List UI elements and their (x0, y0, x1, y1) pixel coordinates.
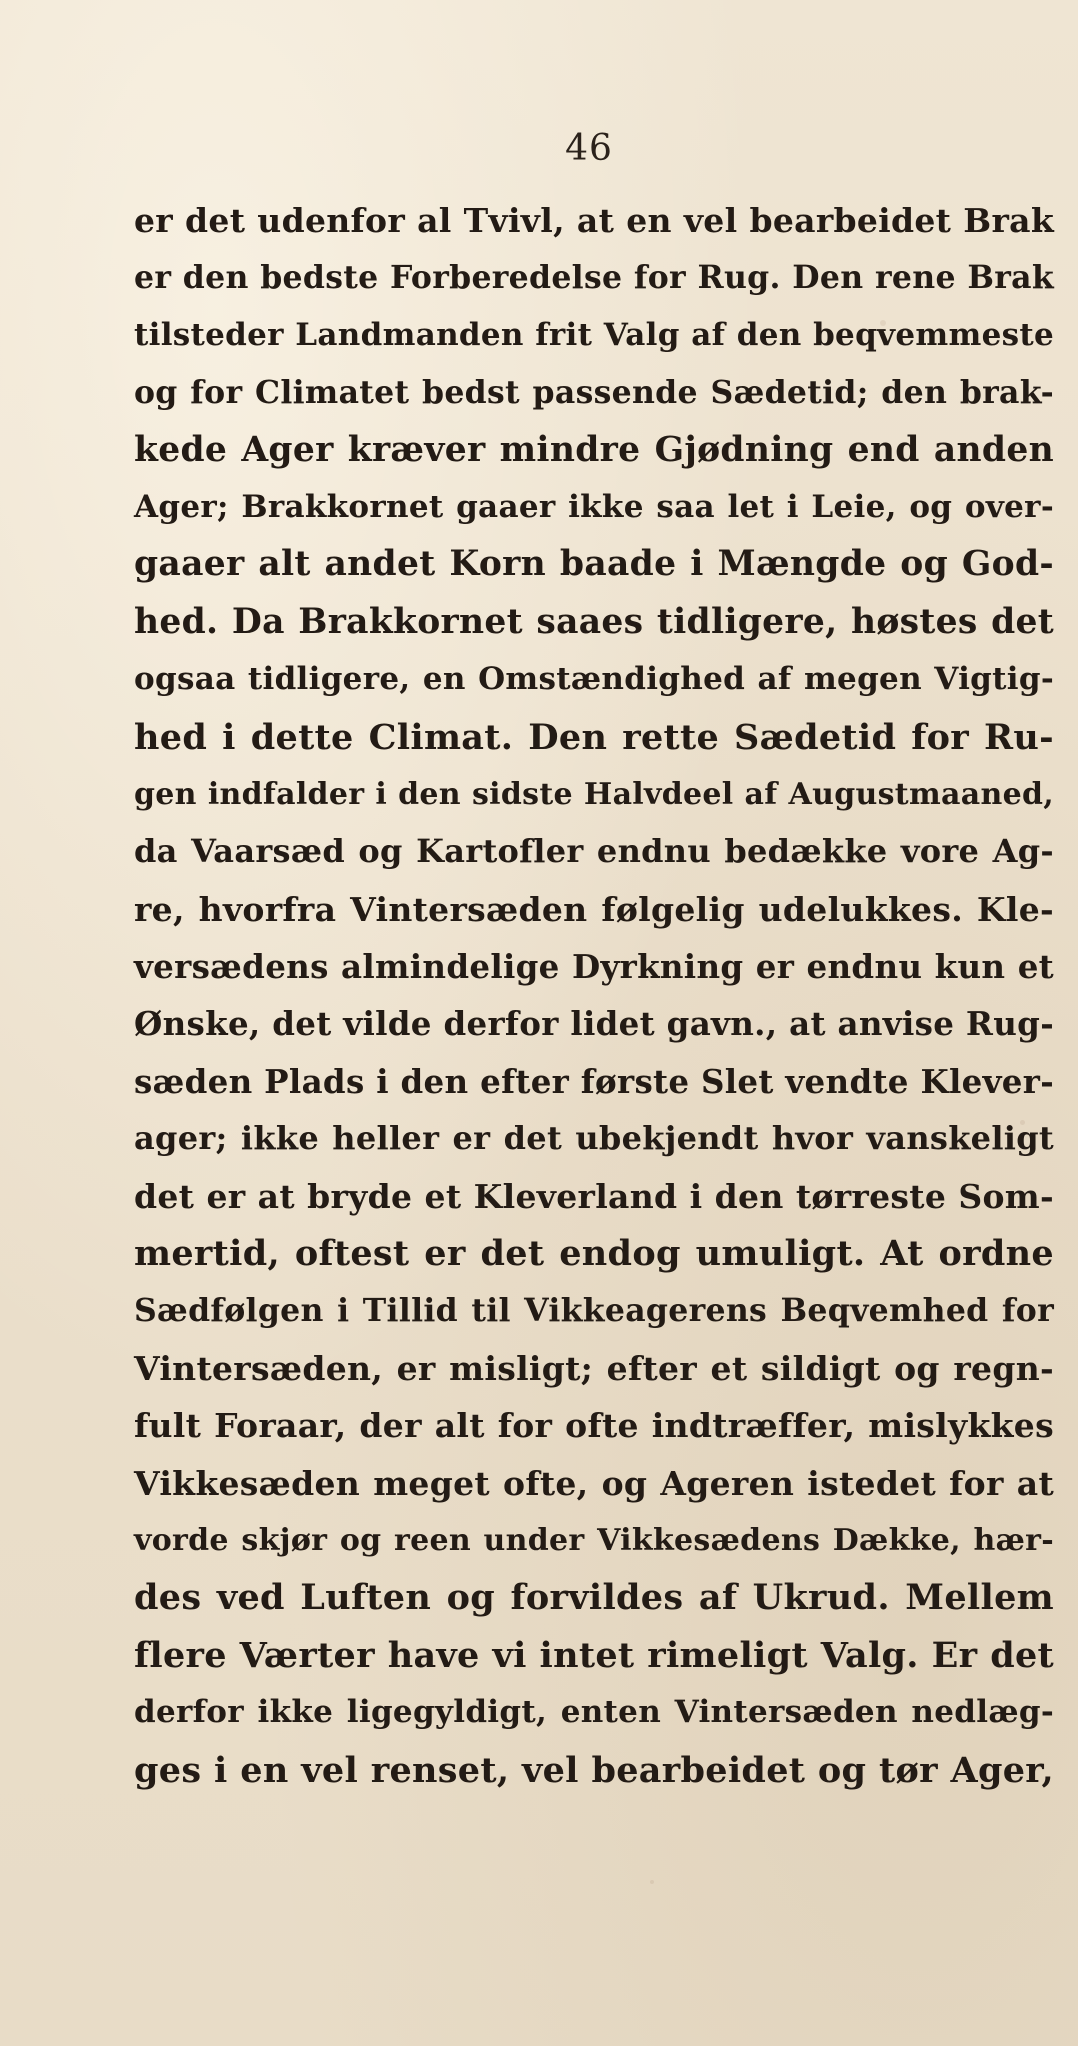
text-line: flere Værter have vi intet rimeligt Valg. Er det (134, 1634, 1054, 1676)
text-line: Vikkesæden meget ofte, og Ageren istedet for at (134, 1463, 1054, 1503)
text-line: ges i en vel renset, vel bearbeidet og tør Ager, (134, 1749, 1054, 1791)
text-line: des ved Luften og forvildes af Ukrud. Mellem (134, 1577, 1054, 1619)
text-line: ager; ikke heller er det ubekjendt hvor vanskeligt (134, 1119, 1054, 1158)
text-line: da Vaarsæd og Kartofler endnu bedække vore Ag- (134, 832, 1054, 871)
text-line: ogsaa tidligere, en Omstændighed af megen Vigtig- (134, 661, 1054, 698)
text-line: vorde skjør og reen under Vikkesædens Dække, hær- (134, 1522, 1054, 1558)
text-line: derfor ikke ligegyldigt, enten Vintersæden nedlæg- (134, 1694, 1054, 1731)
text-line: versædens almindelige Dyrkning er endnu kun et (134, 947, 1054, 987)
body-text (134, 192, 1054, 1799)
text-line: hed i dette Climat. Den rette Sædetid for Ru- (134, 716, 1054, 758)
text-line: det er at bryde et Kleverland i den tørreste Som- (134, 1176, 1054, 1216)
text-line: er den bedste Forberedelse for Rug. Den rene Brak (134, 259, 1054, 297)
text-line: re, hvorfra Vintersæden følgelig udelukkes. Kle- (134, 889, 1054, 929)
text-line: Sædfølgen i Tillid til Vikkeagerens Beqvemhed for (134, 1292, 1054, 1330)
text-line: sæden Plads i den efter første Slet vendte Klever- (134, 1061, 1054, 1101)
text-line: og for Climatet bedst passende Sædetid; den brak- (134, 374, 1054, 412)
paper-spot (650, 1880, 654, 1884)
text-line: er det udenfor al Tvivl, at en vel bearbeidet Brak (134, 201, 1054, 240)
text-line: Vintersæden, er misligt; efter et sildigt og regn- (134, 1348, 1054, 1388)
text-line: Ager; Brakkornet gaaer ikke saa let i Leie, og over- (134, 488, 1054, 525)
text-line: tilsteder Landmanden frit Valg af den beqvemmeste (134, 316, 1054, 353)
text-line: gaaer alt andet Korn baade i Mængde og God- (134, 544, 1054, 585)
page-number: 46 (565, 128, 613, 169)
text-line: Ønske, det vilde derfor lidet gavn., at anvise Rug- (134, 1004, 1054, 1044)
text-line: hed. Da Brakkornet saaes tidligere, høstes det (134, 601, 1054, 642)
text-line: fult Foraar, der alt for ofte indtræffer, mislykkes (134, 1406, 1054, 1446)
text-line: mertid, oftest er det endog umuligt. At ordne (134, 1233, 1054, 1275)
text-line: kede Ager kræver mindre Gjødning end anden (134, 429, 1054, 470)
text-line: gen indfalder i den sidste Halvdeel af Augustmaaned, (134, 776, 1054, 812)
